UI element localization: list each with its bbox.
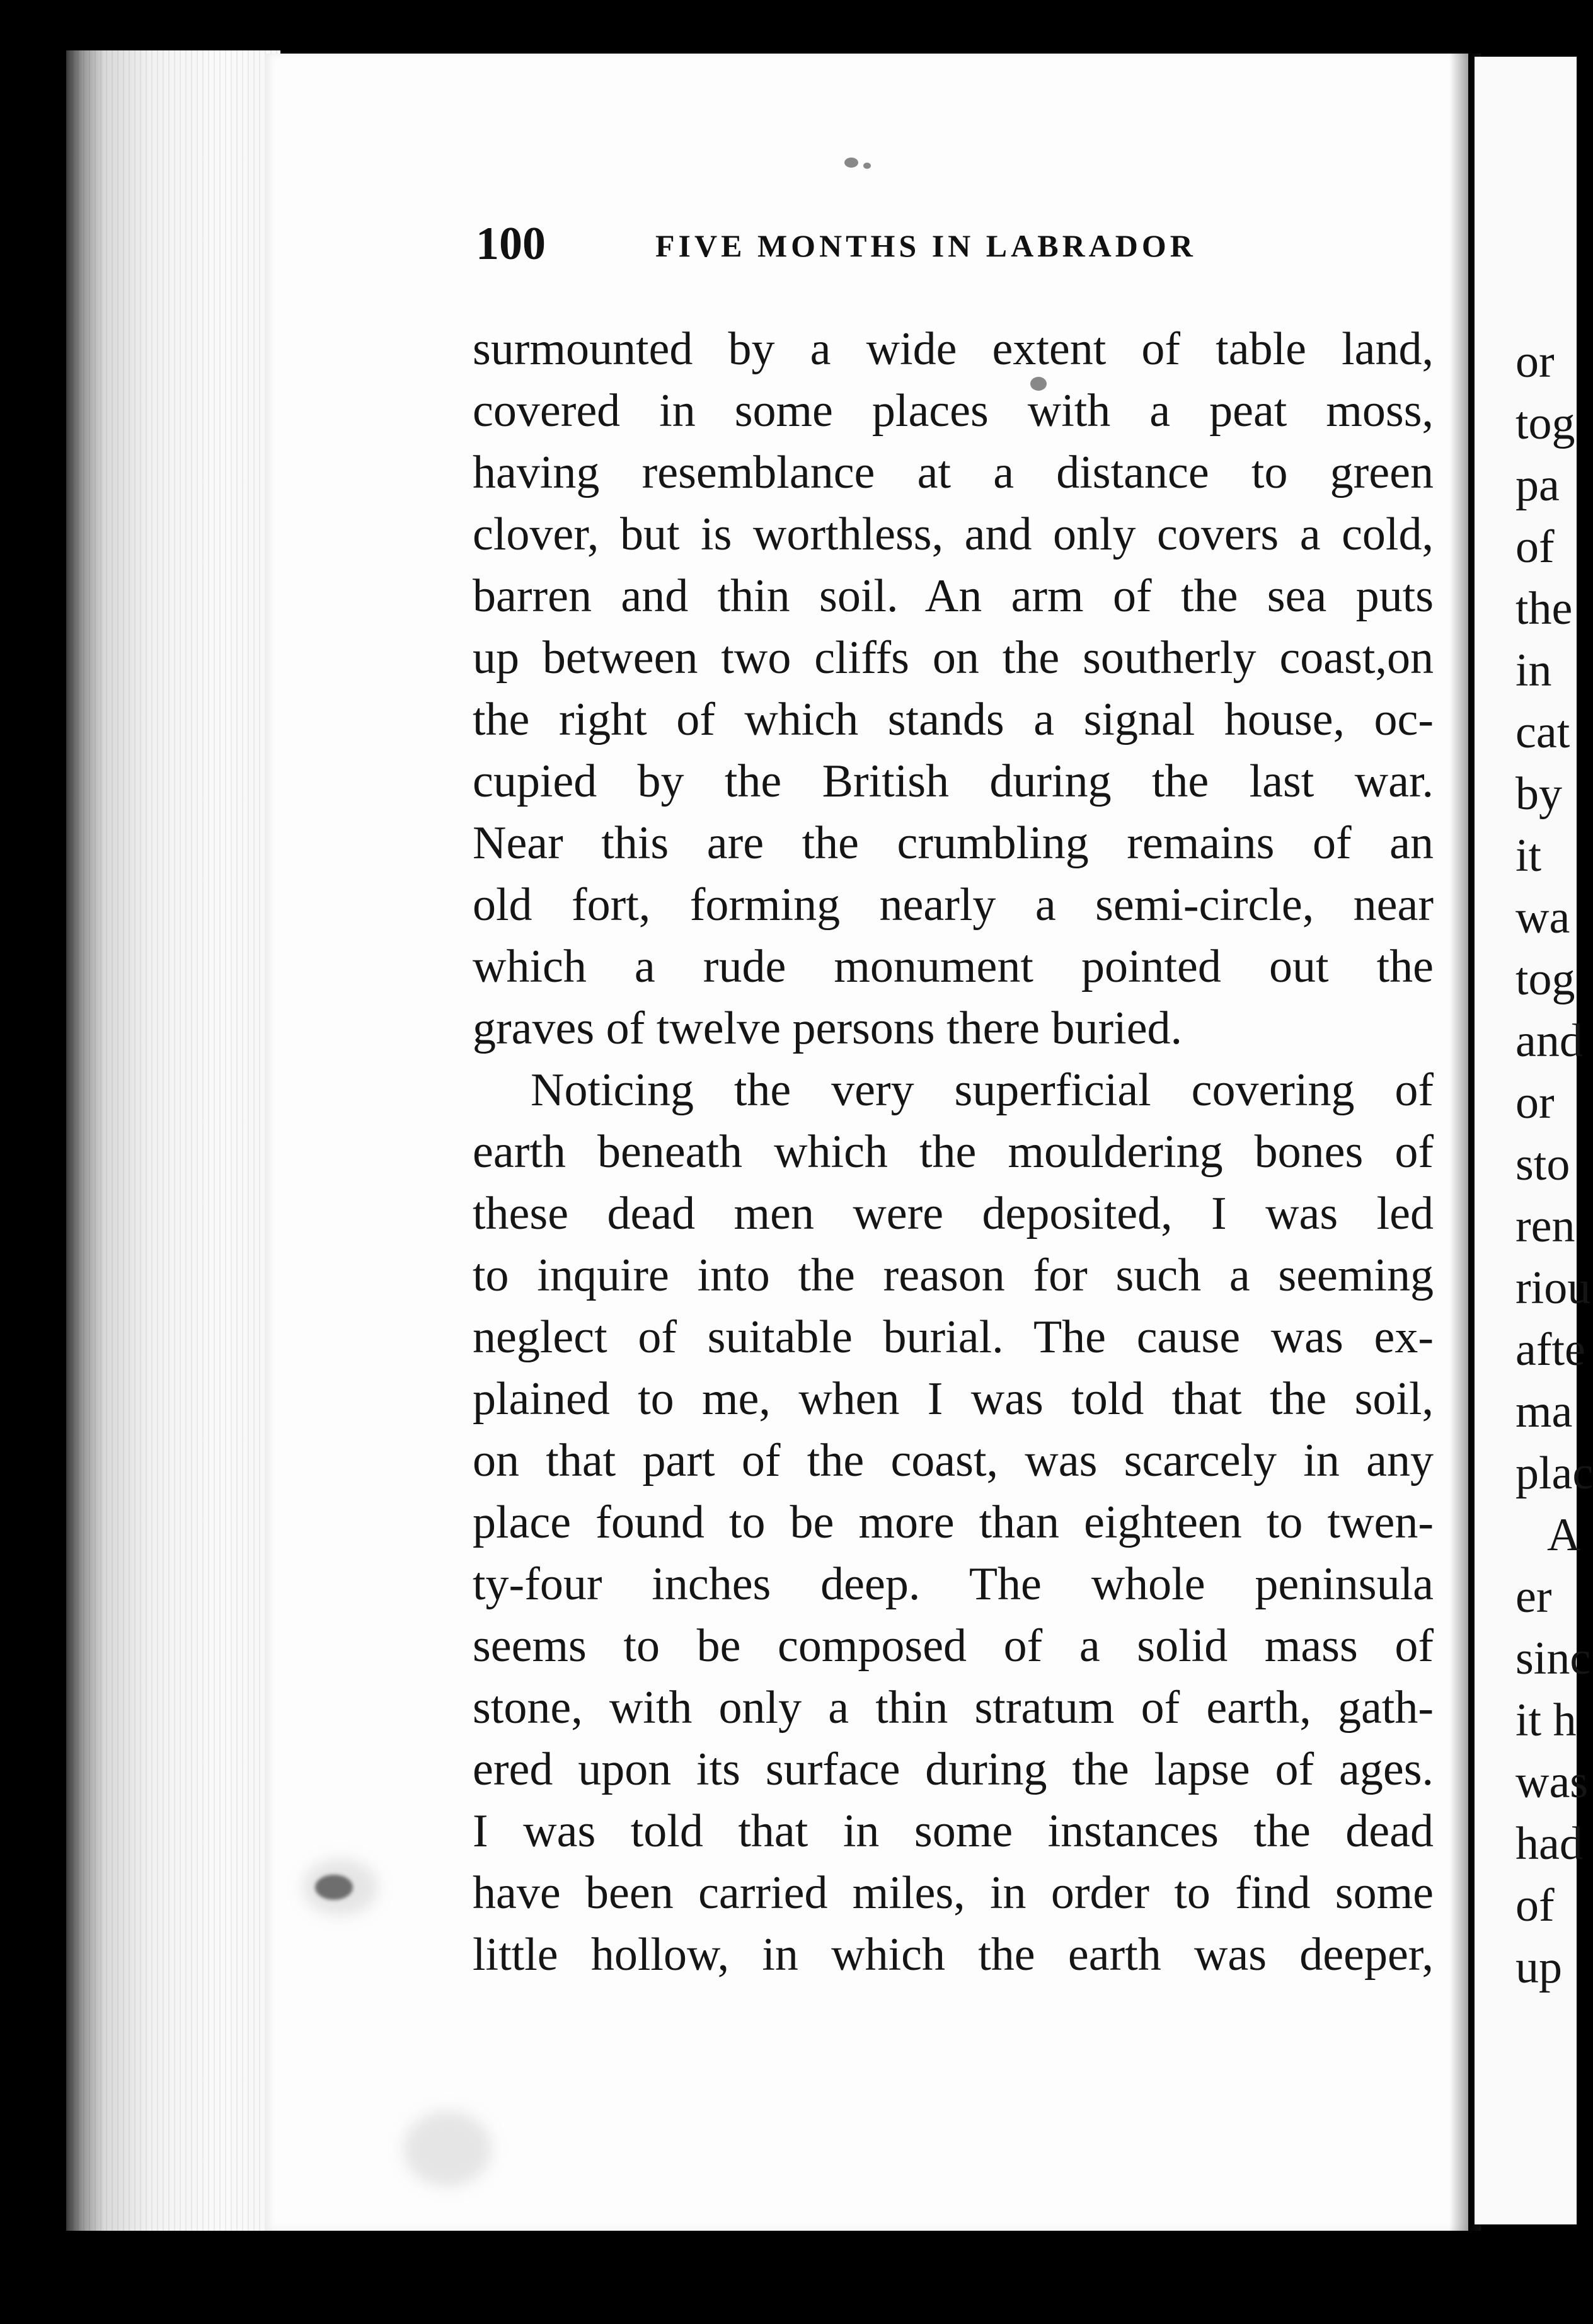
facing-text-fragment: up (1515, 1941, 1562, 1993)
facing-text-fragment: plac (1515, 1447, 1593, 1499)
facing-text-fragment: of (1515, 521, 1555, 573)
body-text (473, 318, 1434, 1986)
text-line: plained to me, when I was told that the soil, (473, 1373, 1434, 1425)
text-line: clover, but is worthless, and only covers a cold, (473, 509, 1434, 560)
book-page-edges (66, 50, 280, 2231)
text-line: I was told that in some instances the dead (473, 1805, 1434, 1857)
running-header (476, 217, 1440, 274)
facing-page-text (1515, 331, 1593, 1998)
text-line: ered upon its surface during the lapse of ages. (473, 1744, 1434, 1795)
text-line: ty-four inches deep. The whole peninsula (473, 1558, 1434, 1610)
facing-text-fragment: ren (1515, 1200, 1575, 1252)
running-title: FIVE MONTHS IN LABRADOR (655, 228, 1197, 263)
facing-text-fragment: it (1515, 830, 1542, 882)
facing-text-fragment: wa (1515, 892, 1570, 943)
facing-text-fragment: riou (1515, 1262, 1591, 1314)
facing-text-fragment: ma (1515, 1386, 1573, 1437)
facing-text-fragment: was (1515, 1756, 1589, 1808)
text-line: up between two cliffs on the southerly coast,on (473, 632, 1434, 684)
text-line: Near this are the crumbling remains of an (473, 817, 1434, 869)
facing-text-fragment: or (1515, 1077, 1555, 1129)
text-line: to inquire into the reason for such a seeming (473, 1250, 1434, 1301)
facing-text-fragment: in (1515, 645, 1552, 696)
page-stain (403, 2111, 492, 2187)
facing-text-fragment: had (1515, 1818, 1583, 1870)
facing-text-fragment: or (1515, 336, 1555, 388)
text-line: covered in some places with a peat moss, (473, 385, 1434, 437)
text-line: cupied by the British during the last war. (473, 756, 1434, 807)
text-line: having resemblance at a distance to green (473, 447, 1434, 498)
text-line: the right of which stands a signal house, oc- (473, 694, 1434, 745)
facing-text-fragment: by (1515, 768, 1562, 820)
text-line: stone, with only a thin stratum of earth, gath- (473, 1682, 1434, 1734)
text-line: old fort, forming nearly a semi-circle, near (473, 879, 1434, 931)
facing-text-fragment: er (1515, 1571, 1552, 1623)
facing-text-fragment: the (1515, 583, 1573, 635)
facing-text-fragment: of (1515, 1880, 1555, 1931)
text-line: surmounted by a wide extent of table land, (473, 323, 1434, 375)
text-line: these dead men were deposited, I was led (473, 1188, 1434, 1240)
facing-text-fragment: afte (1515, 1324, 1585, 1376)
text-line: seems to be composed of a solid mass of (473, 1620, 1434, 1672)
text-line: earth beneath which the mouldering bones of (473, 1126, 1434, 1178)
text-line: Noticing the very superficial covering of (531, 1064, 1434, 1116)
facing-text-fragment: sinc (1515, 1633, 1591, 1684)
text-line: which a rude monument pointed out the (473, 941, 1434, 992)
ink-speck (844, 158, 858, 168)
facing-text-fragment: pa (1515, 459, 1560, 511)
text-line: on that part of the coast, was scarcely in any (473, 1435, 1434, 1487)
facing-text-fragment: it h (1515, 1694, 1577, 1746)
ink-blot (315, 1875, 353, 1900)
facing-text-fragment: and (1515, 1015, 1583, 1067)
facing-text-fragment: cat (1515, 706, 1570, 758)
facing-text-fragment: A (1547, 1509, 1581, 1561)
facing-text-fragment: tog (1515, 953, 1575, 1005)
page-number: 100 (476, 218, 546, 270)
text-line: graves of twelve persons there buried. (473, 1003, 1183, 1054)
text-line: neglect of suitable burial. The cause was ex- (473, 1311, 1434, 1363)
facing-text-fragment: sto (1515, 1139, 1570, 1190)
text-line: place found to be more than eighteen to twen- (473, 1497, 1434, 1548)
text-line: little hollow, in which the earth was deeper, (473, 1929, 1434, 1981)
text-line: barren and thin soil. An arm of the sea puts (473, 570, 1434, 622)
ink-speck (863, 163, 871, 169)
facing-text-fragment: tog (1515, 398, 1575, 449)
text-line: have been carried miles, in order to find some (473, 1867, 1434, 1919)
